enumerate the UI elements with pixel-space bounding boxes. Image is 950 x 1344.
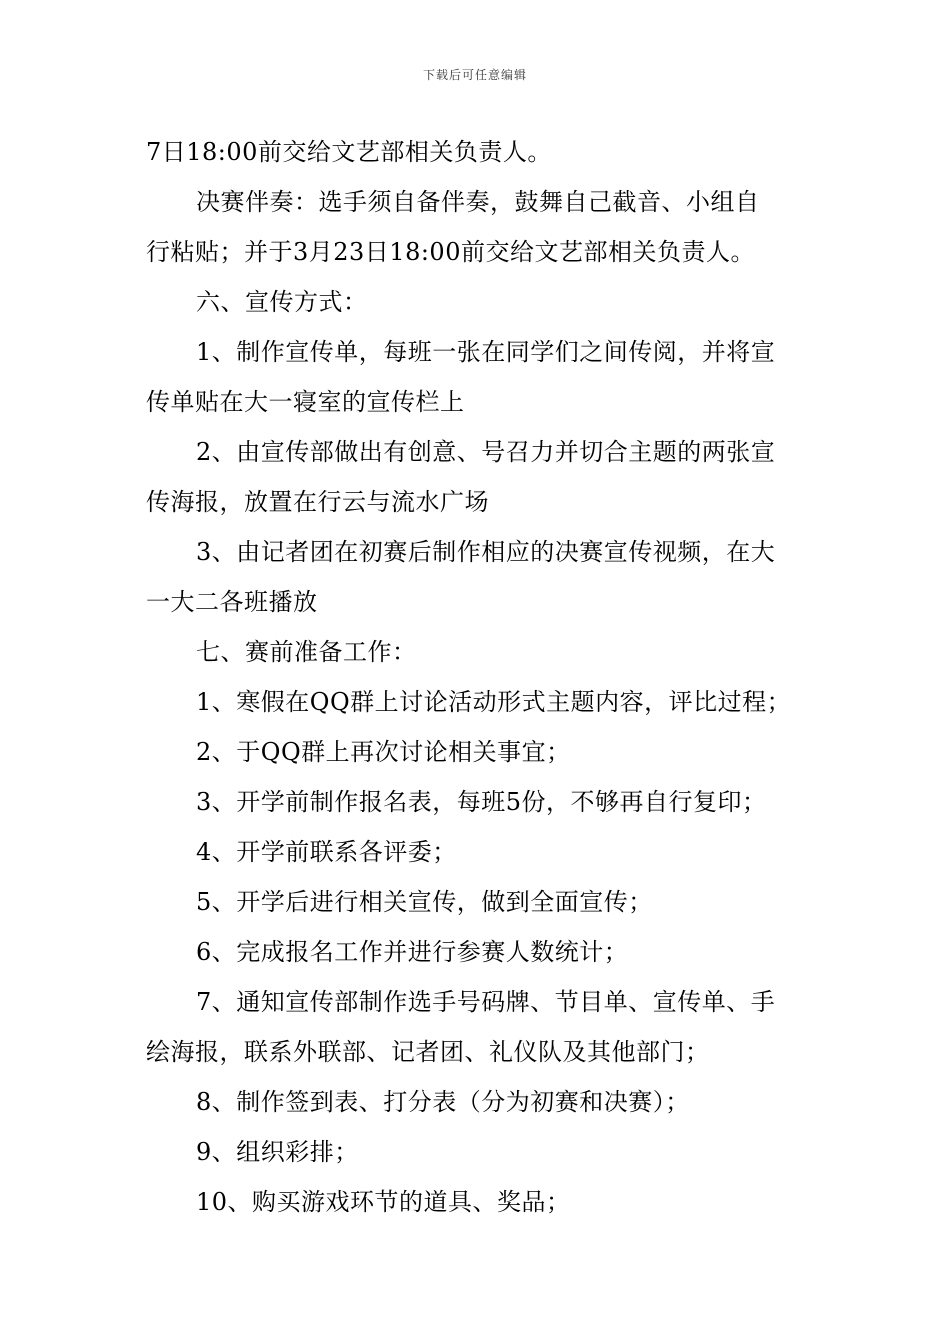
list-item: 10、购买游戏环节的道具、奖品；	[196, 1188, 571, 1216]
document-body	[146, 127, 810, 1227]
text-line: 传单贴在大一寝室的宣传栏上	[146, 388, 465, 416]
list-item: 6、完成报名工作并进行参赛人数统计；	[196, 938, 629, 966]
section-heading: 七、赛前准备工作：	[196, 638, 417, 666]
text-line: 一大二各班播放	[146, 588, 318, 616]
text-line: 绘海报，联系外联部、记者团、礼仪队及其他部门；	[146, 1038, 710, 1066]
text-line: 决赛伴奏：选手须自备伴奏，鼓舞自己截音、小组自	[196, 188, 760, 216]
list-item: 9、组织彩排；	[196, 1138, 359, 1166]
text-line: 3、由记者团在初赛后制作相应的决赛宣传视频，在大	[196, 538, 776, 566]
list-item: 3、开学前制作报名表，每班5份，不够再自行复印；	[196, 788, 767, 816]
list-item: 7、通知宣传部制作选手号码牌、节目单、宣传单、手	[196, 988, 776, 1016]
text-line: 行粘贴；并于3月23日18:00前交给文艺部相关负责人。	[146, 238, 755, 266]
list-item: 5、开学后进行相关宣传，做到全面宣传；	[196, 888, 653, 916]
section-heading: 六、宣传方式：	[196, 288, 368, 316]
text-line: 7日18:00前交给文艺部相关负责人。	[146, 138, 552, 166]
page-header-note: 下载后可任意编辑	[422, 68, 527, 82]
list-item: 1、寒假在QQ群上讨论活动形式主题内容，评比过程；	[196, 688, 792, 716]
text-line: 2、由宣传部做出有创意、号召力并切合主题的两张宣	[196, 438, 776, 466]
text-line: 1、制作宣传单，每班一张在同学们之间传阅，并将宣	[196, 338, 776, 366]
list-item: 4、开学前联系各评委；	[196, 838, 457, 866]
list-item: 2、于QQ群上再次讨论相关事宜；	[196, 738, 571, 766]
text-line: 传海报，放置在行云与流水广场	[146, 488, 489, 516]
list-item: 8、制作签到表、打分表（分为初赛和决赛）；	[196, 1088, 690, 1116]
